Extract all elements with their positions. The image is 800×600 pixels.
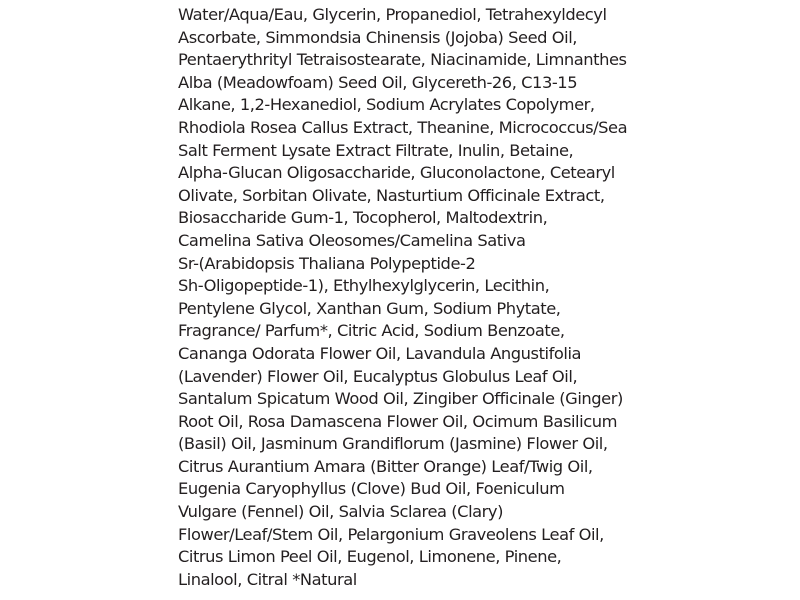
ingredients-line: Ascorbate, Simmondsia Chinensis (Jojoba) Seed Oil, (178, 27, 578, 47)
ingredients-line: Rhodiola Rosea Callus Extract, Theanine, Micrococcus/Sea (178, 117, 628, 137)
ingredients-line: Vulgare (Fennel) Oil, Salvia Sclarea (Clary) (178, 502, 504, 522)
ingredients-list (178, 4, 648, 591)
ingredients-line: Root Oil, Rosa Damascena Flower Oil, Ocimum Basilicum (178, 411, 617, 431)
ingredients-line: Citrus Limon Peel Oil, Eugenol, Limonene, Pinene, (178, 547, 562, 567)
ingredients-line: (Basil) Oil, Jasminum Grandiflorum (Jasmine) Flower Oil, (178, 434, 608, 454)
ingredients-line: Water/Aqua/Eau, Glycerin, Propanediol, Tetrahexyldecyl (178, 5, 607, 24)
ingredients-line: Flower/Leaf/Stem Oil, Pelargonium Graveolens Leaf Oil, (178, 524, 604, 544)
ingredients-line: Alpha-Glucan Oligosaccharide, Gluconolactone, Cetearyl (178, 163, 615, 183)
ingredients-line: Eugenia Caryophyllus (Clove) Bud Oil, Foeniculum (178, 479, 565, 499)
ingredients-line: Salt Ferment Lysate Extract Filtrate, Inulin, Betaine, (178, 140, 574, 160)
ingredients-line: Santalum Spicatum Wood Oil, Zingiber Officinale (Ginger) (178, 389, 623, 409)
ingredients-line: Cananga Odorata Flower Oil, Lavandula Angustifolia (178, 343, 582, 363)
ingredients-line: Citrus Aurantium Amara (Bitter Orange) Leaf/Twig Oil, (178, 456, 593, 476)
ingredients-line: Fragrance/ Parfum*, Citric Acid, Sodium Benzoate, (178, 321, 565, 341)
ingredients-line: Biosaccharide Gum-1, Tocopherol, Maltodextrin, (178, 208, 548, 228)
ingredients-line: (Lavender) Flower Oil, Eucalyptus Globulus Leaf Oil, (178, 366, 578, 386)
ingredients-line: Linalool, Citral *Natural (178, 569, 357, 589)
ingredients-line: Camelina Sativa Oleosomes/Camelina Sativa (178, 230, 526, 250)
ingredients-line: Alkane, 1,2-Hexanediol, Sodium Acrylates Copolymer, (178, 95, 595, 115)
ingredients-line: Sh-Oligopeptide-1), Ethylhexylglycerin, Lecithin, (178, 276, 550, 296)
ingredients-line: Pentaerythrityl Tetraisostearate, Niacinamide, Limnanthes (178, 50, 627, 70)
ingredients-line: Sr-(Arabidopsis Thaliana Polypeptide-2 (178, 253, 476, 273)
ingredients-line: Olivate, Sorbitan Olivate, Nasturtium Officinale Extract, (178, 185, 605, 205)
ingredients-line: Alba (Meadowfoam) Seed Oil, Glycereth-26, C13-15 (178, 72, 578, 92)
ingredients-line: Pentylene Glycol, Xanthan Gum, Sodium Phytate, (178, 298, 561, 318)
